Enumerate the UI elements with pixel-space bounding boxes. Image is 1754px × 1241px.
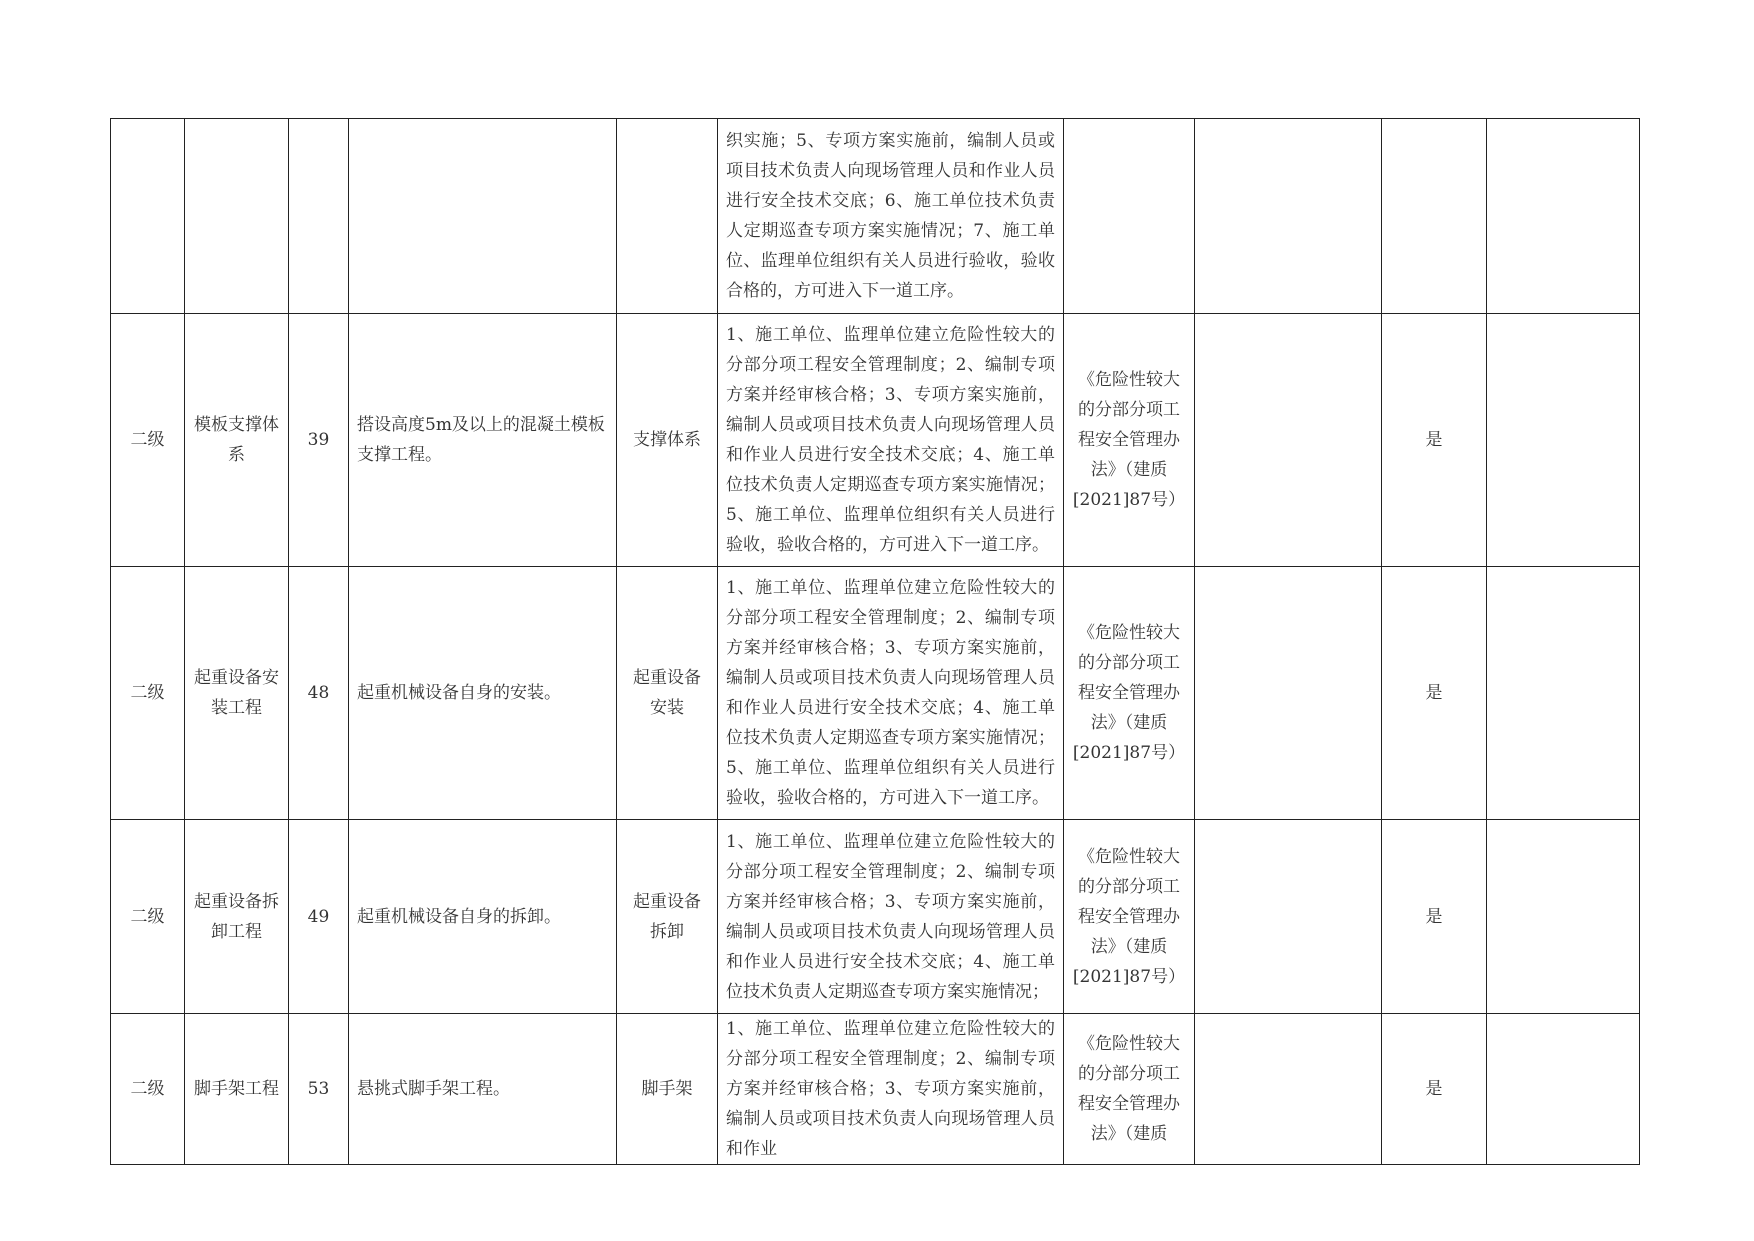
table-row xyxy=(111,119,1640,314)
measures-cell: 1、施工单位、监理单位建立危险性较大的分部分项工程安全管理制度；2、编制专项方案并经审核合格；3、专项方案实施前，编制人员或项目技术负责人向现场管理人员和作业人员进行安全技术交底；4、施工单位技术负责人定期巡查专项方案实施情况； xyxy=(718,820,1064,1014)
flag-cell xyxy=(1382,119,1487,314)
empty-cell xyxy=(1195,567,1382,820)
measures-cell: 1、施工单位、监理单位建立危险性较大的分部分项工程安全管理制度；2、编制专项方案并经审核合格；3、专项方案实施前，编制人员或项目技术负责人向现场管理人员和作业人员进行安全技术交底；4、施工单位技术负责人定期巡查专项方案实施情况；5、施工单位、监理单位组织有关人员进行验收，验收合格的，方可进入下一道工序。 xyxy=(718,314,1064,567)
scope-cell xyxy=(349,119,617,314)
risk-table xyxy=(110,118,1640,1165)
scope-cell: 搭设高度5m及以上的混凝土模板支撑工程。 xyxy=(349,314,617,567)
table-row xyxy=(111,314,1640,567)
scope-cell: 起重机械设备自身的安装。 xyxy=(349,567,617,820)
measures-cell: 1、施工单位、监理单位建立危险性较大的分部分项工程安全管理制度；2、编制专项方案并经审核合格；3、专项方案实施前，编制人员或项目技术负责人向现场管理人员和作业 xyxy=(718,1014,1064,1165)
number-cell xyxy=(289,119,349,314)
basis-cell: 《危险性较大的分部分项工程安全管理办法》（建质[2021]87号） xyxy=(1064,820,1195,1014)
empty-cell xyxy=(1195,820,1382,1014)
empty-cell xyxy=(1487,567,1640,820)
flag-cell: 是 xyxy=(1382,314,1487,567)
flag-cell: 是 xyxy=(1382,820,1487,1014)
level-cell: 二级 xyxy=(111,820,185,1014)
measures-cell: 织实施；5、专项方案实施前，编制人员或项目技术负责人向现场管理人员和作业人员进行安全技术交底；6、施工单位技术负责人定期巡查专项方案实施情况；7、施工单位、监理单位组织有关人员进行验收，验收合格的，方可进入下一道工序。 xyxy=(718,119,1064,314)
level-cell: 二级 xyxy=(111,314,185,567)
type-cell xyxy=(617,119,718,314)
empty-cell xyxy=(1487,1014,1640,1165)
table-row xyxy=(111,567,1640,820)
category-cell: 模板支撑体系 xyxy=(185,314,289,567)
category-cell: 起重设备拆卸工程 xyxy=(185,820,289,1014)
number-cell: 39 xyxy=(289,314,349,567)
basis-cell: 《危险性较大的分部分项工程安全管理办法》（建质[2021]87号） xyxy=(1064,314,1195,567)
scope-cell: 悬挑式脚手架工程。 xyxy=(349,1014,617,1165)
type-cell: 脚手架 xyxy=(617,1014,718,1165)
empty-cell xyxy=(1487,314,1640,567)
level-cell: 二级 xyxy=(111,567,185,820)
level-cell xyxy=(111,119,185,314)
measures-cell: 1、施工单位、监理单位建立危险性较大的分部分项工程安全管理制度；2、编制专项方案并经审核合格；3、专项方案实施前，编制人员或项目技术负责人向现场管理人员和作业人员进行安全技术交底；4、施工单位技术负责人定期巡查专项方案实施情况；5、施工单位、监理单位组织有关人员进行验收，验收合格的，方可进入下一道工序。 xyxy=(718,567,1064,820)
empty-cell xyxy=(1195,119,1382,314)
empty-cell xyxy=(1487,119,1640,314)
basis-cell: 《危险性较大的分部分项工程安全管理办法》（建质 xyxy=(1064,1014,1195,1165)
number-cell: 53 xyxy=(289,1014,349,1165)
empty-cell xyxy=(1487,820,1640,1014)
type-cell: 起重设备安装 xyxy=(617,567,718,820)
flag-cell: 是 xyxy=(1382,1014,1487,1165)
number-cell: 48 xyxy=(289,567,349,820)
category-cell xyxy=(185,119,289,314)
flag-cell: 是 xyxy=(1382,567,1487,820)
table-row xyxy=(111,820,1640,1014)
empty-cell xyxy=(1195,314,1382,567)
empty-cell xyxy=(1195,1014,1382,1165)
table-row xyxy=(111,1014,1640,1165)
basis-cell: 《危险性较大的分部分项工程安全管理办法》（建质[2021]87号） xyxy=(1064,567,1195,820)
number-cell: 49 xyxy=(289,820,349,1014)
type-cell: 支撑体系 xyxy=(617,314,718,567)
basis-cell xyxy=(1064,119,1195,314)
category-cell: 脚手架工程 xyxy=(185,1014,289,1165)
category-cell: 起重设备安装工程 xyxy=(185,567,289,820)
type-cell: 起重设备拆卸 xyxy=(617,820,718,1014)
scope-cell: 起重机械设备自身的拆卸。 xyxy=(349,820,617,1014)
level-cell: 二级 xyxy=(111,1014,185,1165)
